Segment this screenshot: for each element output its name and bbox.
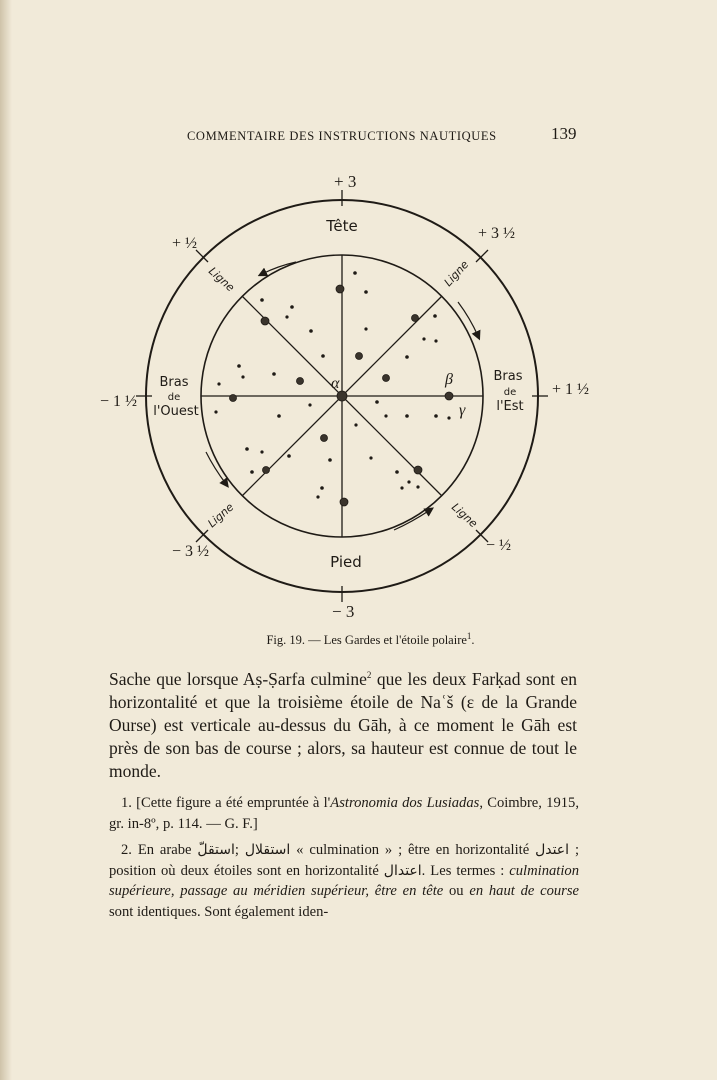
footnote-1 (109, 793, 579, 834)
page-number: 139 (551, 124, 577, 143)
running-title: COMMENTAIRE DES INSTRUCTIONS NAUTIQUES (187, 129, 497, 143)
caption-note-ref: 1 (466, 630, 472, 641)
label-minus-half: − ½ (486, 537, 512, 554)
label-bras-est-3: l'Est (496, 399, 524, 414)
label-tete: Tête (326, 217, 358, 235)
body-text-b: que les deux Farḳad sont en horizontalité et que la troisième étoile de Naʿš (ε de la Grande Ourse) est verticale au-dessus du Gāh, à ce moment le Gāh est près de son bas de course ; alors, sa hauteur est connue de tout le monde. (109, 669, 577, 781)
fn2-arabic-2: استقلال (244, 842, 291, 858)
label-ligne-ne: Ligne (441, 258, 472, 290)
body-paragraph (109, 668, 577, 783)
label-bras-ouest-1: Bras (159, 375, 189, 390)
label-pied: Pied (330, 553, 362, 571)
label-bras-ouest-3: l'Ouest (153, 404, 199, 419)
fn1-text-a: 1. [Cette figure a été empruntée à l' (121, 795, 331, 811)
label-bras-est-2: de (503, 387, 517, 398)
label-plus-1-half: + 1 ½ (552, 381, 590, 398)
caption-fig-label: Fig. 19. (266, 633, 305, 647)
figure-caption: Fig. 19. — Les Gardes et l'étoile polaire$^1$. (266, 630, 475, 647)
footnote-2 (109, 840, 579, 922)
footnotes (109, 793, 579, 922)
label-gamma: γ (459, 402, 466, 419)
fn2-italic-1: culmination supérieure, passage au méridien supérieur, être en tête (109, 862, 579, 899)
fn2-text-a: 2. En arabe (121, 842, 198, 858)
label-plus-half: + ½ (172, 235, 198, 252)
label-bras-est-1: Bras (493, 369, 523, 384)
fn2-italic-2: en haut de course (469, 883, 579, 899)
fn2-text-e: ou (443, 883, 470, 899)
label-ligne-nw: Ligne (205, 264, 237, 295)
caption-text: — Les Gardes et l'étoile polaire (308, 633, 467, 647)
fn2-text-b: « culmination » ; être en horizontalité (290, 842, 536, 858)
label-minus-3: − 3 (332, 602, 355, 621)
label-ligne-sw: Ligne (205, 500, 237, 531)
fn2-text-c: ; position où deux étoiles sont en horizontalité (109, 842, 579, 879)
fn2-text-d: . Les termes : (421, 862, 510, 879)
label-ligne-se: Ligne (448, 500, 480, 531)
label-alpha: α (331, 375, 340, 392)
fn2-sep: ; (234, 842, 245, 858)
label-plus-3: + 3 (334, 172, 357, 191)
body-note-ref: 2 (366, 670, 372, 681)
fn1-title: Astronomia dos Lusiadas (330, 795, 480, 811)
label-beta: β (445, 371, 453, 388)
fn2-arabic-3: اعتدل (535, 842, 570, 858)
fn2-text-f: sont identiques. Sont également iden- (109, 903, 329, 920)
label-minus-1-half: − 1 ½ (100, 393, 138, 410)
label-plus-3-half: + 3 ½ (478, 225, 516, 242)
body-text-a: Sache que lorsque Aṣ-Ṣarfa culmine (109, 669, 367, 689)
fn2-arabic-4: اعتدال (383, 862, 422, 879)
fn1-text-b: , Coimbre, 1915, gr. in-8º, p. 114. — G. F.] (109, 795, 579, 832)
fn2-arabic-1: استقلّ (197, 842, 235, 858)
label-minus-3-half: − 3 ½ (172, 543, 210, 560)
label-bras-ouest-2: de (167, 392, 181, 403)
